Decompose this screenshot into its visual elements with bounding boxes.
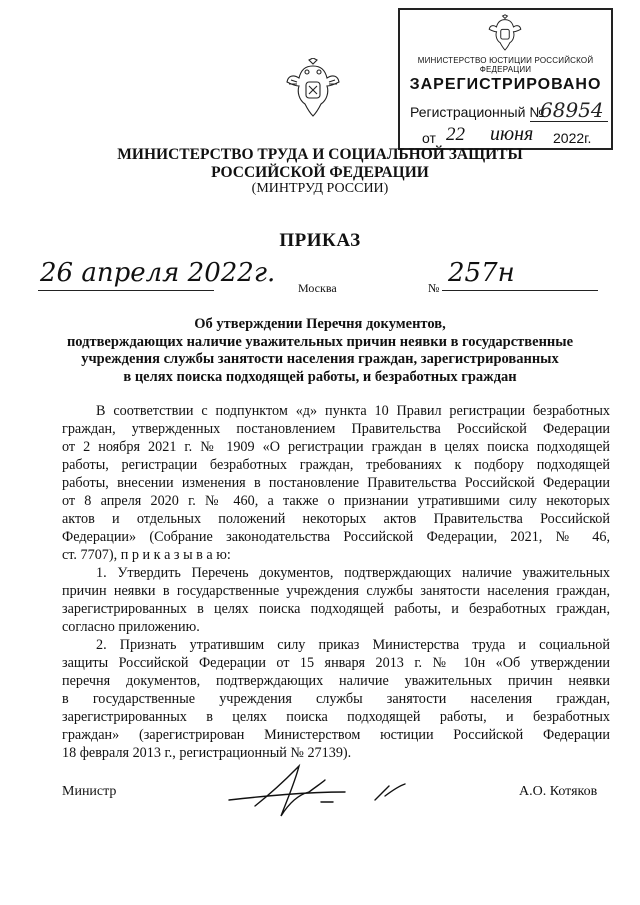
ministry-name-line2: РОССИЙСКОЙ ФЕДЕРАЦИИ [211,164,429,181]
stamp-reg-number: 68954 [540,98,604,122]
stamp-date-month: июня [490,123,534,145]
body-line: 18 февраля 2013 г., регистрационный № 27139). [62,745,352,761]
body-line: ст. 7707), п р и к а з ы в а ю: [62,547,231,563]
ministry-name-line1: МИНИСТЕРСТВО ТРУДА И СОЦИАЛЬНОЙ ЗАЩИТЫ [117,146,523,163]
order-number-label: № [428,281,440,295]
body-line: актов и отдельных положений некоторых актов Правительства Российской [62,511,610,527]
body-line: от 8 апреля 2020 г. № 460, а также о признании утратившими силу некоторых [62,493,610,509]
body-line: защиты Российской Федерации от 15 января 2013 г. № 10н «Об утверждении [62,655,610,671]
stamp-date-day: 22 [446,124,465,145]
body-line: согласно приложению. [62,619,200,635]
title-line: подтверждающих наличие уважительных причин неявки в государственные [66,333,574,350]
stamp-reg-label: Регистрационный № [410,104,545,120]
body-line: работы, регистрации безработных граждан, требованиях к подбору подходящей [62,457,610,473]
order-number: 257н [448,258,515,288]
stamp-reg-underline [530,121,608,122]
body-line: В соответствии с подпунктом «д» пункта 10 Правил регистрации безработных [96,403,610,419]
order-title [40,316,600,386]
number-underline [442,290,598,291]
body-line: граждан, утвержденных постановлением Правительства Российской Федерации [62,421,610,437]
body-line: 2. Признать утратившим силу приказ Министерства труда и социальной [96,637,610,653]
stamp-emblem-icon [488,14,522,52]
handwritten-signature [225,756,415,826]
title-line: в целях поиска подходящей работы, и безработных граждан [123,368,517,385]
stamp-date-year: 2022г. [553,130,592,146]
body-line: зарегистрированных в целях поиска подходящей работы, и безработных граждан, [62,601,610,617]
signatory-position: Министр [62,784,117,799]
title-line: учреждения службы занятости населения граждан, зарегистрированных [81,351,559,367]
title-line: Об утверждении Перечня документов, [194,316,446,332]
body-line: перечня документов, подтверждающих наличие уважительных причин неявки [62,673,610,689]
registration-stamp [398,8,613,150]
ministry-short-name: (МИНТРУД РОССИИ) [251,181,389,196]
date-underline [38,290,214,291]
stamp-ministry: МИНИСТЕРСТВО ЮСТИЦИИ РОССИЙСКОЙ ФЕДЕРАЦИИ [417,56,594,74]
signatory-name: А.О. Котяков [519,784,598,799]
body-line: 1. Утвердить Перечень документов, подтверждающих наличие уважительных [96,565,610,581]
stamp-registered: ЗАРЕГИСТРИРОВАНО [409,76,602,93]
order-city: Москва [298,281,337,295]
body-line: Федерации» (Собрание законодательства Российской Федерации, 2021, № 46, [62,529,610,545]
body-line: от 2 ноября 2021 г. № 1909 «О регистрации граждан в целях поиска подходящей [62,439,610,455]
body-line: в государственные учреждения службы занятости населения граждан, [62,691,610,707]
coat-of-arms-emblem [285,58,341,118]
body-line: причин неявки в государственные учреждения службы занятости населения граждан, [62,583,610,599]
document-type: ПРИКАЗ [279,230,361,251]
body-line: работы, внесении изменения в постановление Правительства Российской Федерации [62,475,610,491]
stamp-date-prefix: от [422,130,436,146]
body-line: граждан» (зарегистрирован Министерством юстиции Российской Федерации [62,727,610,743]
body-line: зарегистрированных в целях поиска подходящей работы, и безработных [62,709,610,725]
order-date: 26 апреля 2022г. [40,258,276,288]
